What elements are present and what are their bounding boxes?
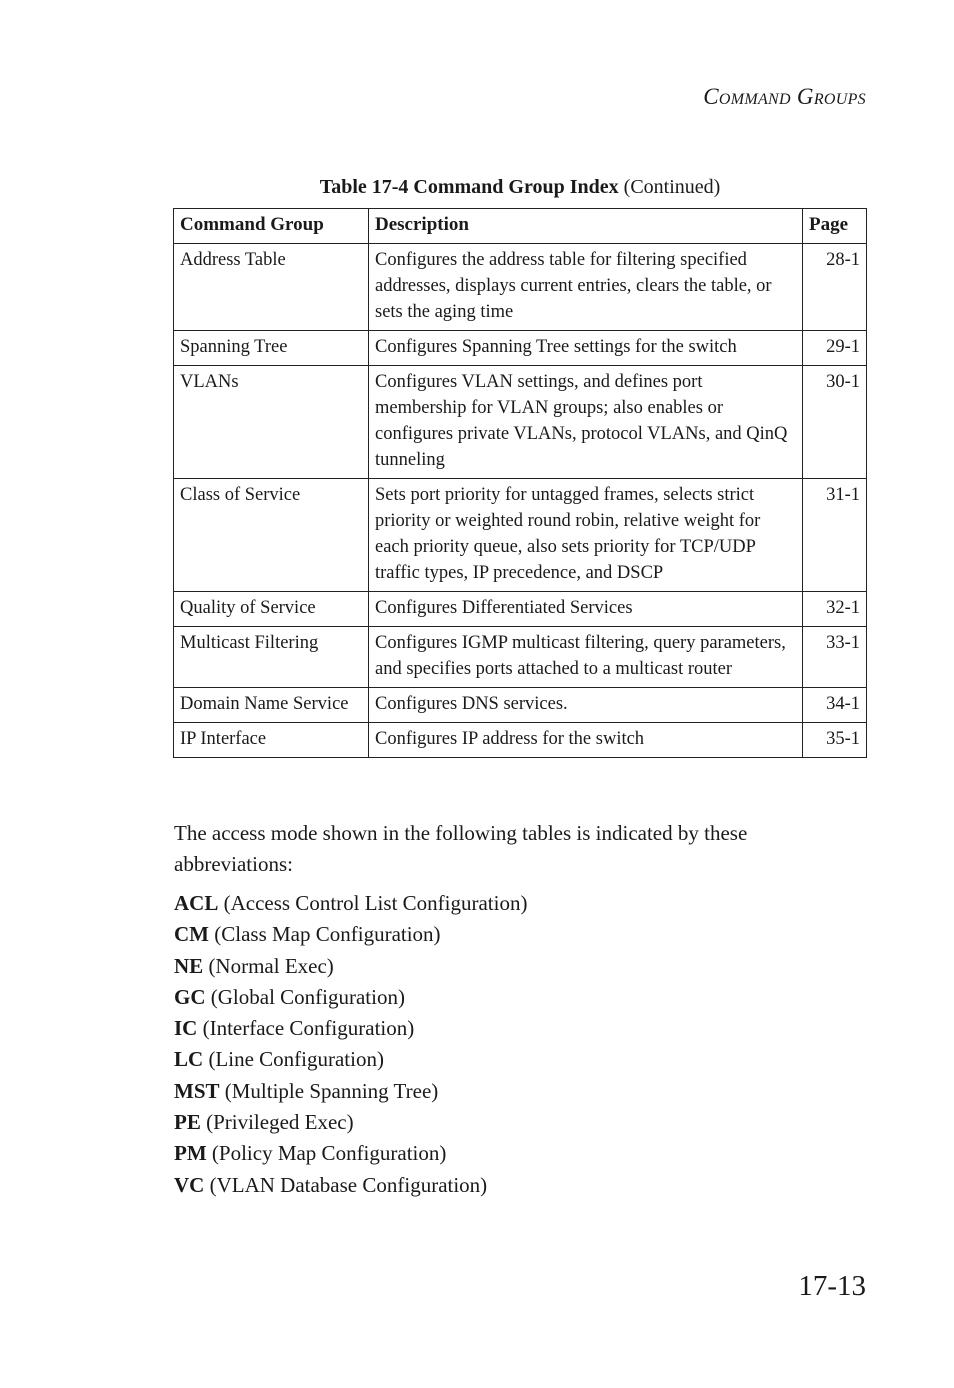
table-row [174,331,867,366]
page-number: 17-13 [798,1270,866,1302]
page-cell: 34-1 [803,688,867,723]
page-cell: 31-1 [803,479,867,592]
page-cell: 33-1 [803,627,867,688]
command-group-cell: Spanning Tree [174,331,369,366]
page-cell: 30-1 [803,366,867,479]
table-row [174,627,867,688]
description-cell: Configures DNS services. [369,688,803,723]
page-cell: 32-1 [803,592,867,627]
abbreviation-meaning: (Global Configuration) [210,984,405,1009]
abbreviation-item [174,982,527,1013]
abbreviation-meaning: (Privileged Exec) [206,1110,354,1135]
command-group-cell: Address Table [174,244,369,331]
abbreviation-code: VC [174,1172,205,1197]
abbreviation-code: NE [174,953,204,978]
abbreviation-code: PM [174,1141,207,1166]
table-caption [174,176,866,199]
command-group-cell: Class of Service [174,479,369,592]
intro-paragraph: The access mode shown in the following tables is indicated by these abbreviations: [174,821,748,876]
description-cell: Configures IGMP multicast filtering, query parameters, and specifies ports attached to a multicast router [369,627,803,688]
abbreviation-meaning: (Policy Map Configuration) [211,1141,447,1166]
abbreviation-item [174,1076,527,1107]
abbreviation-item [174,1170,527,1201]
table-caption-label: Table 17-4 Command Group Index [319,176,619,198]
description-cell: Configures Spanning Tree settings for the switch [369,331,803,366]
command-group-cell: Multicast Filtering [174,627,369,688]
abbreviation-code: IC [174,1016,198,1041]
command-group-cell: VLANs [174,366,369,479]
table-row [174,366,867,479]
abbreviation-item [174,888,527,919]
column-header-command-group: Command Group [174,209,369,244]
description-cell: Configures Differentiated Services [369,592,803,627]
abbreviation-item [174,1138,527,1169]
column-header-page: Page [803,209,867,244]
table-header-row [174,209,867,244]
abbreviation-code: CM [174,922,209,947]
page-cell: 35-1 [803,723,867,758]
abbreviation-code: MST [174,1078,220,1103]
abbreviation-meaning: (Multiple Spanning Tree) [224,1078,439,1103]
abbreviation-code: PE [174,1110,201,1135]
description-cell: Configures IP address for the switch [369,723,803,758]
command-group-table [173,208,867,758]
abbreviation-code: GC [174,984,206,1009]
abbreviation-item [174,1044,527,1075]
table-row [174,592,867,627]
page-cell: 28-1 [803,244,867,331]
abbreviation-code: LC [174,1047,204,1072]
table-row [174,723,867,758]
running-header: Command Groups [703,84,866,109]
abbreviation-meaning: (Interface Configuration) [202,1016,415,1041]
abbreviation-meaning: (VLAN Database Configuration) [209,1172,488,1197]
command-group-cell: Quality of Service [174,592,369,627]
abbreviation-meaning: (Access Control List Configuration) [223,891,528,915]
description-cell: Configures the address table for filtering specified addresses, displays current entries, clears the table, or sets the aging time [369,244,803,331]
description-cell: Sets port priority for untagged frames, selects strict priority or weighted round robin, relative weight for each priority queue, also sets priority for TCP/UDP traffic types, IP precedence, and DSCP [369,479,803,592]
table-row [174,244,867,331]
abbreviation-meaning: (Normal Exec) [208,953,334,978]
description-cell: Configures VLAN settings, and defines port membership for VLAN groups; also enables or configures private VLANs, protocol VLANs, and QinQ tunneling [369,366,803,479]
abbreviation-meaning: (Class Map Configuration) [214,922,441,947]
table-row [174,479,867,592]
abbreviation-code: ACL [174,891,219,915]
table-row [174,688,867,723]
command-group-cell: Domain Name Service [174,688,369,723]
table-caption-suffix: (Continued) [623,176,721,198]
column-header-description: Description [369,209,803,244]
abbreviation-list [174,888,527,1201]
page-cell: 29-1 [803,331,867,366]
abbreviation-item [174,919,527,950]
abbreviation-item [174,951,527,982]
abbreviation-item [174,1107,527,1138]
command-group-cell: IP Interface [174,723,369,758]
abbreviation-meaning: (Line Configuration) [208,1047,384,1072]
abbreviation-item [174,1013,527,1044]
